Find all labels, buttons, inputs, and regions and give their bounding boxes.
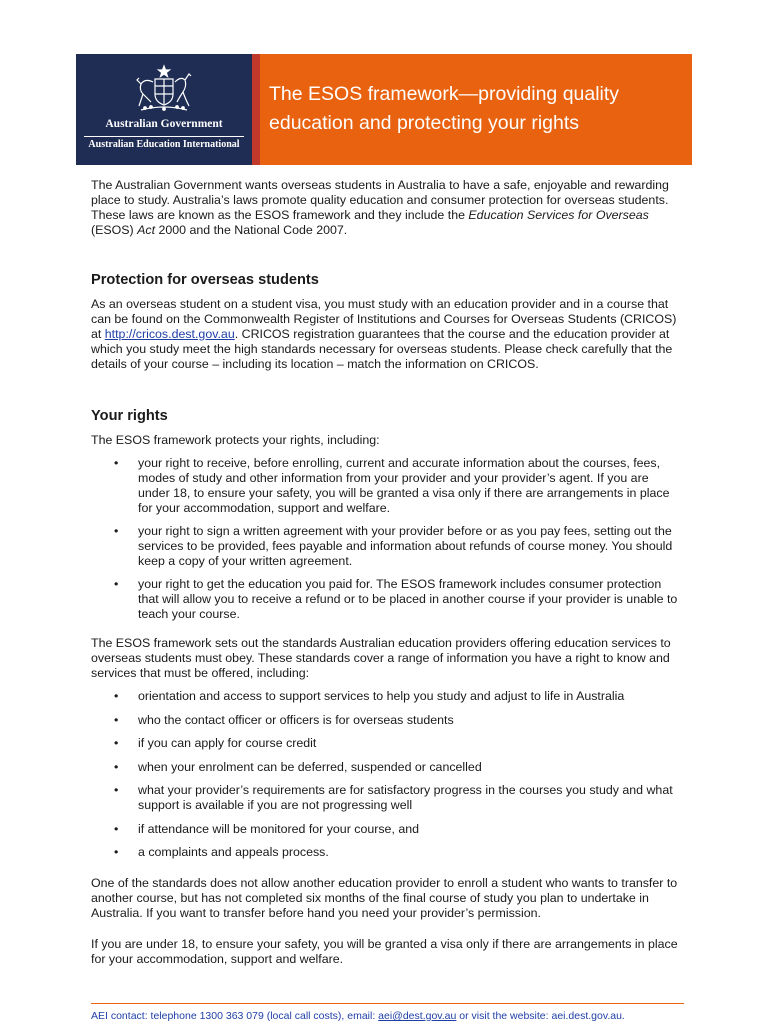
header-banner: [76, 54, 692, 165]
list-item: [91, 760, 681, 775]
intro-italic-1: Education Services for Overseas: [468, 208, 649, 222]
list-item: [91, 524, 681, 569]
coat-of-arms-icon: [131, 64, 197, 116]
heading-your-rights: Your rights: [91, 408, 168, 424]
protection-paragraph: [91, 297, 681, 372]
list-item: [91, 456, 681, 516]
cricos-link[interactable]: http://cricos.dest.gov.au: [104, 327, 235, 341]
transfer-paragraph: One of the standards does not allow another education provider to enroll a student who wants to transfer to another course, but has not completed six months of the final course of study you plan to undertake in Australia. If you want to transfer before hand you need your provider’s permission.: [91, 876, 678, 920]
bullet-icon: •: [114, 845, 119, 859]
footer-text-2: or visit the website: aei.dest.gov.au.: [456, 1010, 625, 1022]
list-item-text: if attendance will be monitored for your course, and: [138, 821, 420, 836]
footer-divider: [91, 1003, 684, 1004]
bullet-icon: •: [114, 524, 119, 538]
bullet-icon: •: [114, 783, 119, 797]
document-title-line-2: education and protecting your rights: [269, 112, 580, 134]
email-link[interactable]: aei@dest.gov.au: [378, 1010, 457, 1022]
list-item: [91, 577, 681, 622]
bullet-icon: •: [114, 712, 119, 727]
document-title: [269, 80, 679, 138]
list-item: [91, 783, 681, 813]
government-logo-panel: [76, 54, 252, 165]
footer-text-1: AEI contact: telephone 1300 363 079 (local call costs), email:: [91, 1010, 379, 1022]
protection-text-2: . CRICOS registration guarantees that the course and the education provider at which you study meet the high standards necessary for overseas students. Please check carefully that the details of your course – including its location – match the information on CRICOS.: [91, 327, 673, 371]
intro-text-1: The Australian Government wants overseas students in Australia to have a safe, enjoyable and rewarding place to study. Australia’s laws promote quality education and consumer protection for overseas students. These laws are known as the ESOS framework and they include the: [91, 178, 669, 222]
list-item-text: your right to get the education you paid for. The ESOS framework includes consumer protection that will allow you to receive a refund or to be placed in another course if your provider is unable to teach your course.: [138, 577, 678, 621]
protection-text-1: As an overseas student on a student visa, you must study with an education provider and in a course that can be found on the Commonwealth Register of Institutions and Courses for Overseas Students (CRICOS) at: [91, 297, 677, 341]
list-item: [91, 822, 681, 837]
intro-italic-2: Act: [137, 223, 156, 237]
list-item: [91, 736, 681, 751]
document-body: [91, 178, 681, 967]
list-item-text: your right to sign a written agreement with your provider before or as you pay fees, setting out the services to be provided, fees payable and information about refunds of course money. You should keep a copy of your written agreement.: [138, 524, 673, 568]
footer-contact: [91, 1010, 625, 1022]
standards-list: [91, 689, 681, 860]
under-18-paragraph: If you are under 18, to ensure your safety, you will be granted a visa only if there are arrangements in place for your accommodation, support and welfare.: [91, 937, 678, 966]
intro-text-2: (ESOS): [91, 223, 138, 237]
bullet-icon: •: [114, 759, 119, 774]
list-item: [91, 689, 681, 704]
list-item-text: what your provider’s requirements are for satisfactory progress in the courses you study and what support is available if you are not progressing well: [138, 783, 673, 812]
logo-divider: [84, 136, 244, 137]
list-item-text: if you can apply for course credit: [138, 736, 317, 750]
list-item: [91, 713, 681, 728]
list-item-text: who the contact officer or officers is for overseas students: [138, 712, 454, 727]
bullet-icon: •: [114, 456, 119, 470]
title-panel: [260, 54, 692, 165]
list-item-text: orientation and access to support services to help you study and adjust to life in Australia: [138, 689, 625, 703]
bullet-icon: •: [114, 736, 119, 750]
standards-lead: The ESOS framework sets out the standards Australian education providers offering education services to overseas students must obey. These standards cover a range of information you have a right to know and services that must be offered, including:: [91, 636, 671, 680]
bullet-icon: •: [114, 821, 119, 836]
list-item-text: when your enrolment can be deferred, suspended or cancelled: [138, 759, 482, 774]
intro-text-3: 2000 and the National Code 2007.: [155, 223, 348, 237]
intro-paragraph: [91, 178, 681, 238]
list-item-text: your right to receive, before enrolling, current and accurate information about the courses, fees, modes of study and other information from your provider and your provider’s agent. If you are under 18, to ensure your safety, you will be granted a visa only if there are arrangements in place for your accommodation, support and welfare.: [138, 456, 670, 515]
bullet-icon: •: [114, 689, 119, 703]
rights-lead: The ESOS framework protects your rights, including:: [91, 433, 380, 447]
document-title-line-1: The ESOS framework—providing quality: [269, 83, 620, 105]
heading-protection: Protection for overseas students: [91, 272, 319, 288]
banner-accent-strip: [252, 54, 260, 165]
list-item: [91, 845, 681, 860]
government-name: Australian Government: [105, 118, 223, 130]
list-item-text: a complaints and appeals process.: [138, 845, 329, 859]
bullet-icon: •: [114, 577, 119, 591]
agency-name: Australian Education International: [88, 139, 240, 150]
rights-list: [91, 456, 681, 622]
